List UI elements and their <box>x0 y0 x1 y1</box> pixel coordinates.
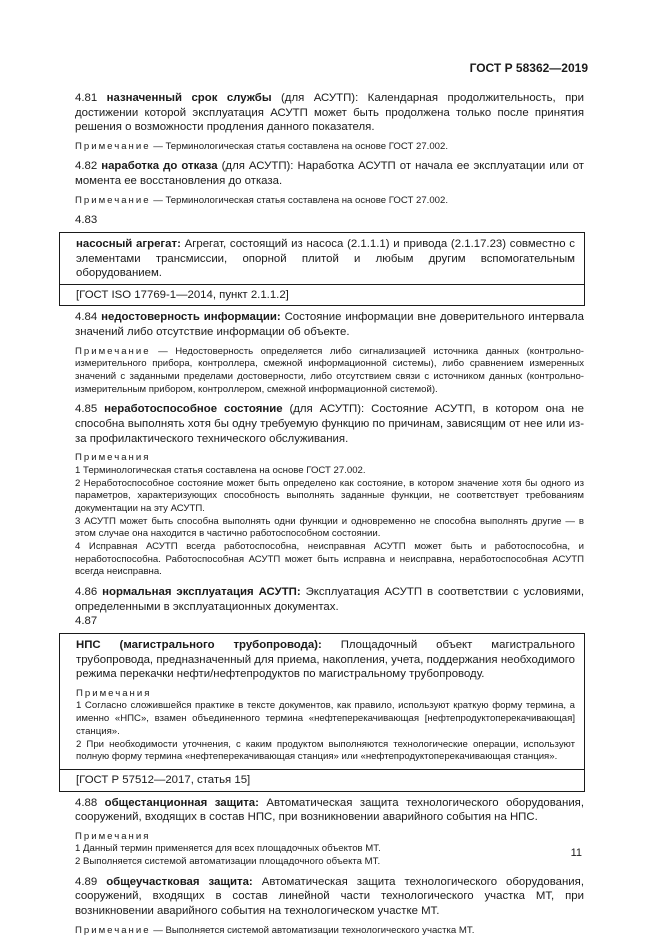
note <box>75 141 584 154</box>
note-label: Примечание <box>75 345 151 357</box>
source-reference: [ГОСТ Р 57512—2017, статья 15] <box>60 769 584 788</box>
term-number: 4.81 <box>75 92 98 104</box>
term-number: 4.88 <box>75 796 98 809</box>
note-text: — Терминологическая статья составлена на основе ГОСТ 27.002. <box>150 140 449 152</box>
term-box-4-83 <box>59 232 585 306</box>
term-title: общеучастковая защита: <box>106 875 253 888</box>
term-entry-4-86 <box>75 585 584 614</box>
note-label: Примечание <box>75 924 151 936</box>
term-number: 4.86 <box>75 586 98 599</box>
term-number: 4.85 <box>75 403 98 416</box>
note-label: Примечание <box>75 140 151 152</box>
term-number: 4.89 <box>75 875 98 888</box>
term-title: наработка до отказа <box>101 160 218 173</box>
term-entry-4-81 <box>75 91 584 135</box>
term-definition: (для АСУТП): Состояние АСУТП, в котором она не способна выполнять хотя бы одну требуемую функцию по причинам, зависящим от нее или из-за профилактического технического обслуживания. <box>75 403 584 445</box>
term-title: назначенный срок службы <box>106 92 272 104</box>
term-entry <box>76 638 575 682</box>
document-code: ГОСТ Р 58362—2019 <box>469 61 588 75</box>
term-entry <box>76 237 575 281</box>
notes-label: Примечания <box>75 830 151 842</box>
note-label: Примечание <box>75 194 151 206</box>
term-title: общестанционная защита: <box>104 796 259 809</box>
term-definition: Автоматическая защита технологического оборудования, сооружений, входящих в состав линейной части технологического участка МТ, при возникновении аварийного события на технологическом участке МТ. <box>75 875 584 918</box>
note-item: 2 Неработоспособное состояние может быть определено как состояние, в котором значение хотя бы одного из параметров, характеризующих способность выполнять заданные функции, не соответствует требованиям документации на эту АСУТП. <box>75 477 584 514</box>
note-text: — Недостоверность определяется либо сигнализацией источника данных (контрольно-измерительного прибора, контроллера, смежной информационной системы), либо сравнением измеренных значений с заданными пределами достоверности, либо отсутствием связи с источником данных (контрольно-измерительным прибором, контроллером, смежной информационной системой). <box>75 345 584 395</box>
term-entry-4-88 <box>75 796 584 825</box>
term-definition: Автоматическая защита технологического оборудования, сооружений, входящих в состав НПС, при возникновении аварийного события на НПС. <box>75 796 585 824</box>
term-definition: (для АСУТП): Наработка АСУТП от начала ее эксплуатации или от момента ее восстановления до отказа. <box>75 160 584 188</box>
notes-label: Примечания <box>76 687 152 699</box>
term-entry-4-82 <box>75 159 584 188</box>
term-entry-4-89 <box>75 875 584 919</box>
term-definition: Площадочный объект магистрального трубопровода, предназначенный для приема, накопления, учета, поддержания необходимого режима перекачки нефти/нефтепродуктов по магистральному трубопроводу. <box>76 638 575 681</box>
notes-label: Примечания <box>75 452 151 464</box>
term-title: неработоспособное состояние <box>104 403 283 416</box>
source-reference: [ГОСТ ISO 17769-1—2014, пункт 2.1.1.2] <box>60 284 584 303</box>
page-number: 11 <box>570 847 582 859</box>
term-title: НПС (магистрального трубопровода): <box>76 638 322 651</box>
note-item: 3 АСУТП может быть способна выполнять одни функции и одновременно не способна выполнять другие — в этом случае она находится в частично работоспособном состоянии. <box>75 515 584 540</box>
note-item: 1 Данный термин применяется для всех площадочных объектов МТ. <box>75 843 381 855</box>
note-item: 1 Терминологическая статья составлена на основе ГОСТ 27.002. <box>75 464 366 476</box>
note <box>75 195 584 208</box>
term-box-4-87 <box>59 633 585 792</box>
term-number: 4.84 <box>75 311 98 324</box>
note <box>75 346 584 397</box>
term-title: насосный агрегат: <box>76 237 181 250</box>
term-entry-4-84 <box>75 310 584 339</box>
term-number-4-87: 4.87 <box>75 615 98 628</box>
term-definition: Состояние информации вне доверительного интервала значений либо отсутствие информации об объекте. <box>75 311 584 338</box>
note <box>75 925 584 937</box>
notes-block <box>76 688 575 764</box>
notes-block <box>75 831 584 869</box>
term-definition: Эксплуатация АСУТП в соответствии с условиями, определенными в эксплуатационных документах. <box>75 586 584 613</box>
note-item: 2 Выполняется системой автоматизации площадочного объекта МТ. <box>75 856 381 868</box>
note-item: 1 Согласно сложившейся практике в тексте документов, как правило, используют краткую форму термина, а именно «НПС», взамен объединенного термина «нефтеперекачивающая [нефтепродуктоперекачивающая] станция». <box>76 700 575 737</box>
term-number: 4.82 <box>75 160 98 173</box>
term-definition: (для АСУТП): Календарная продолжительность, при достижении которой эксплуатация АСУТП может быть продолжена только после принятия решения о возможности продления данного показателя. <box>75 92 584 134</box>
term-title: нормальная эксплуатация АСУТП: <box>102 586 301 599</box>
term-number-4-83: 4.83 <box>75 214 98 227</box>
term-title: недостоверность информации: <box>101 311 281 324</box>
term-definition: Агрегат, состоящий из насоса (2.1.1.1) и привода (2.1.17.23) совместно с элементами трансмиссии, опорной плитой и любым другим вспомогательным оборудованием. <box>76 237 575 280</box>
page-content <box>75 91 584 937</box>
note-item: 4 Исправная АСУТП всегда работоспособна, неисправная АСУТП может быть и работоспособна, и неработоспособна. Работоспособная АСУТП может быть исправна и неисправна, неработоспособная АСУТП всегда неисправна. <box>75 541 584 578</box>
notes-block <box>75 452 584 579</box>
note-text: — Выполняется системой автоматизации технологического участка МТ. <box>150 924 475 936</box>
note-text: — Терминологическая статья составлена на основе ГОСТ 27.002. <box>150 194 449 206</box>
note-item: 2 При необходимости уточнения, с каким продуктом выполняются технологические операции, используют полную форму термина «нефтеперекачивающая станция» или «нефтепродуктоперекачивающая станция». <box>76 738 575 763</box>
term-entry-4-85 <box>75 402 584 446</box>
